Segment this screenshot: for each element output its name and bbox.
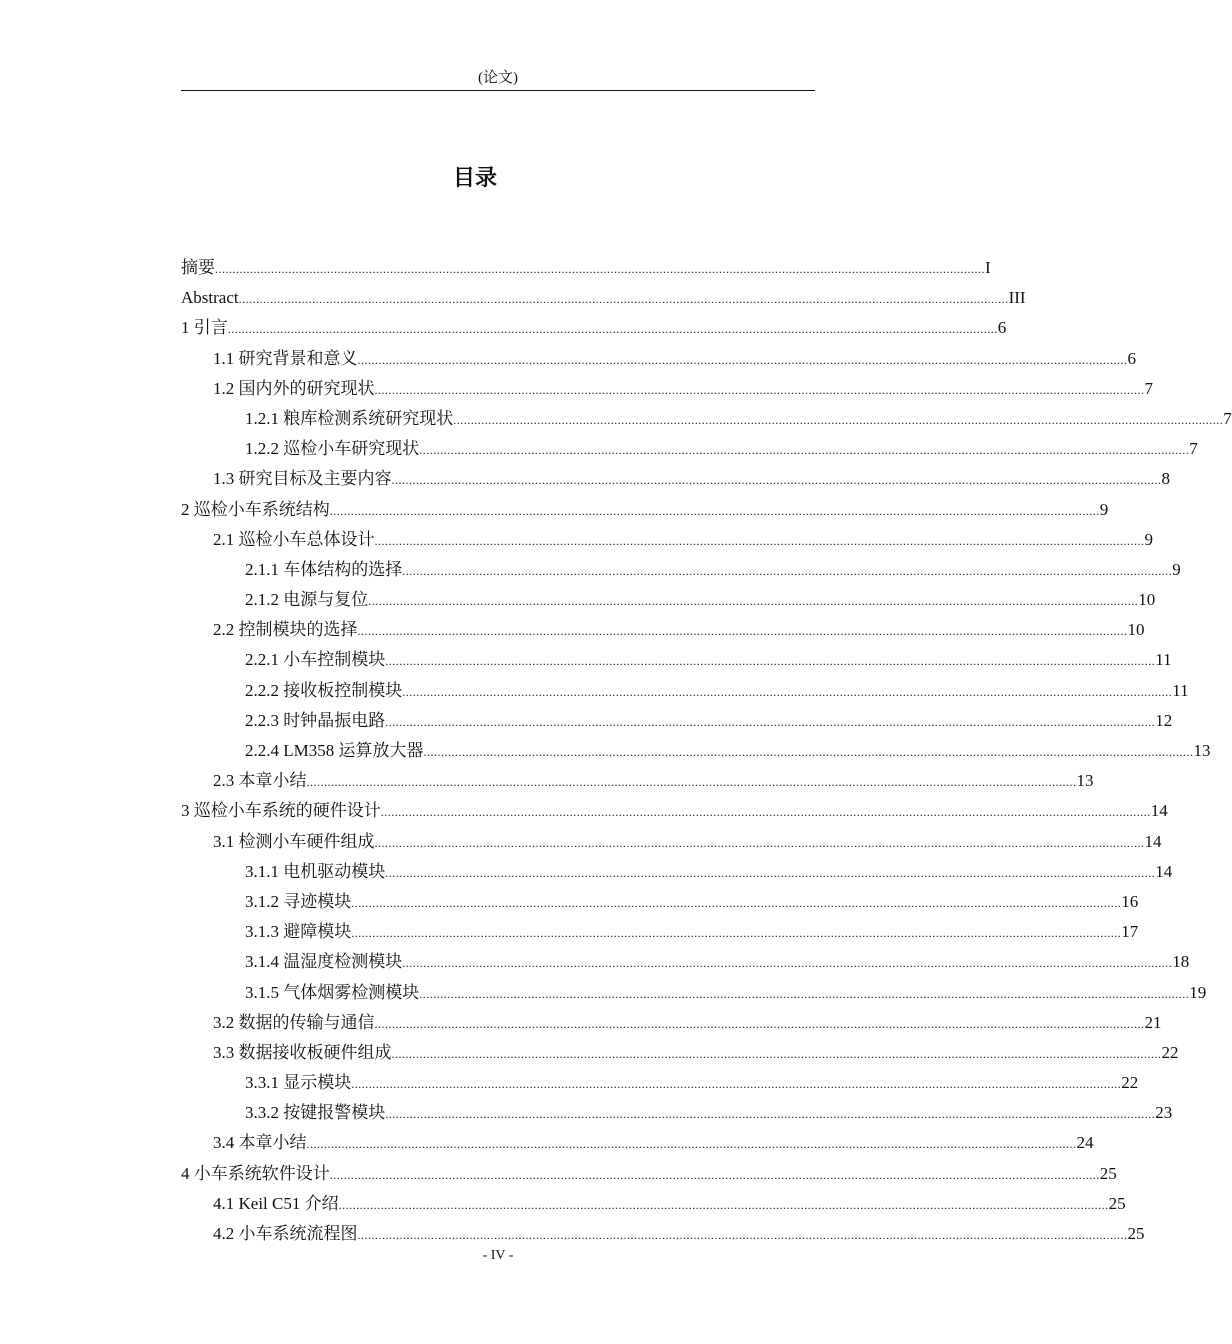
- toc-entry-label: 2.2.1 小车控制模块: [245, 650, 386, 670]
- dot-leader: ............................................................................................................................................................................................................................: [402, 563, 1173, 578]
- toc-entry[interactable]: [181, 434, 1198, 464]
- toc-entry-page: 10: [1127, 620, 1145, 640]
- toc-entry[interactable]: [181, 978, 1207, 1008]
- dot-leader: ............................................................................................................................................................................................................................: [215, 262, 985, 276]
- dot-leader: ............................................................................................................................................................................................................................: [380, 805, 1151, 820]
- dot-leader: ............................................................................................................................................................................................................................: [391, 1046, 1162, 1061]
- toc-entry-page: 7: [1189, 439, 1198, 459]
- toc-entry[interactable]: [181, 495, 1109, 525]
- toc-entry-label: 2.1 巡检小车总体设计: [213, 529, 375, 549]
- toc-entry-label: 4 小车系统软件设计: [181, 1163, 330, 1183]
- toc-entry-page: 6: [997, 318, 1007, 338]
- dot-leader: ............................................................................................................................................................................................................................: [357, 624, 1128, 639]
- toc-entry-label: 2.1.2 电源与复位: [245, 590, 369, 610]
- dot-leader: ............................................................................................................................................................................................................................: [374, 382, 1145, 397]
- toc-entry-label: 1.2.2 巡检小车研究现状: [245, 439, 420, 459]
- toc-entry-page: 17: [1121, 922, 1139, 942]
- dot-leader: ............................................................................................................................................................................................................................: [385, 714, 1156, 729]
- toc-entry-page: 14: [1144, 831, 1162, 851]
- toc-entry[interactable]: [181, 1189, 1126, 1219]
- toc-entry[interactable]: [181, 313, 1007, 343]
- toc-entry-label: 2 巡检小车系统结构: [181, 499, 330, 519]
- toc-entry-page: 11: [1155, 650, 1172, 670]
- toc-entry-label: 4.1 Keil C51 介绍: [213, 1193, 339, 1213]
- header-rule: [181, 90, 815, 91]
- dot-leader: ............................................................................................................................................................................................................................: [357, 1228, 1128, 1242]
- toc-entry-label: 2.3 本章小结: [213, 771, 307, 791]
- dot-leader: ............................................................................................................................................................................................................................: [419, 443, 1190, 458]
- toc-entry-label: 3.1.2 寻迹模块: [245, 891, 352, 911]
- toc-entry-label: 3.1.3 避障模块: [245, 922, 352, 942]
- toc-entry-label: 3.1.4 温湿度检测模块: [245, 952, 403, 972]
- toc-entry-page: 19: [1189, 982, 1207, 1002]
- toc-entry-label: 摘要: [181, 258, 215, 277]
- toc-entry[interactable]: [181, 917, 1139, 947]
- toc-entry[interactable]: [181, 1098, 1173, 1128]
- toc-entry-page: 22: [1121, 1073, 1139, 1093]
- toc-entry-page: 12: [1155, 710, 1173, 730]
- dot-leader: ............................................................................................................................................................................................................................: [368, 594, 1139, 609]
- toc-entry-page: 11: [1172, 680, 1189, 700]
- toc-entry-page: 13: [1076, 771, 1094, 791]
- toc-entry[interactable]: [181, 645, 1172, 675]
- dot-leader: ............................................................................................................................................................................................................................: [374, 533, 1145, 548]
- toc-entry-label: 3.1.5 气体烟雾检测模块: [245, 982, 420, 1002]
- toc-entry-label: 3 巡检小车系统的硬件设计: [181, 801, 381, 821]
- toc-entry[interactable]: [181, 283, 1026, 313]
- toc-entry-page: 7: [1144, 378, 1153, 398]
- toc-entry[interactable]: [181, 374, 1153, 404]
- dot-leader: ............................................................................................................................................................................................................................: [453, 412, 1224, 427]
- toc-entry-page: 23: [1155, 1103, 1173, 1123]
- toc-entry[interactable]: [181, 1128, 1094, 1158]
- toc-entry[interactable]: [181, 585, 1156, 615]
- toc-entry-page: 25: [1108, 1193, 1126, 1213]
- toc-entry-label: Abstract: [181, 288, 239, 308]
- dot-leader: ............................................................................................................................................................................................................................: [385, 654, 1156, 669]
- toc-title: 目录: [452, 166, 497, 191]
- toc-entry-page: 21: [1144, 1012, 1162, 1032]
- dot-leader: ............................................................................................................................................................................................................................: [227, 322, 998, 337]
- toc-entry[interactable]: [181, 887, 1139, 917]
- toc-entry-page: 24: [1076, 1133, 1094, 1153]
- toc-entry[interactable]: [181, 1038, 1179, 1068]
- dot-leader: ............................................................................................................................................................................................................................: [374, 1016, 1145, 1031]
- dot-leader: ............................................................................................................................................................................................................................: [374, 835, 1145, 850]
- toc-entry-label: 2.2 控制模块的选择: [213, 620, 358, 640]
- toc-entry[interactable]: [181, 253, 991, 283]
- table-of-contents: [181, 253, 1232, 1249]
- toc-entry-page: 14: [1155, 861, 1173, 881]
- toc-entry-page: 16: [1121, 891, 1139, 911]
- toc-entry-page: 25: [1127, 1224, 1145, 1243]
- toc-entry-label: 1 引言: [181, 318, 228, 338]
- toc-entry-page: 22: [1161, 1042, 1179, 1062]
- dot-leader: ............................................................................................................................................................................................................................: [402, 956, 1173, 971]
- toc-entry-page: 9: [1144, 529, 1153, 549]
- dot-leader: ............................................................................................................................................................................................................................: [391, 473, 1162, 488]
- toc-entry-page: 9: [1099, 499, 1109, 519]
- toc-entry[interactable]: [181, 525, 1153, 555]
- toc-entry-page: 25: [1099, 1163, 1117, 1183]
- toc-entry-page: 8: [1161, 469, 1170, 489]
- toc-entry-label: 4.2 小车系统流程图: [213, 1224, 358, 1243]
- toc-entry-label: 3.3.2 按键报警模块: [245, 1103, 386, 1123]
- toc-entry-page: 13: [1193, 741, 1211, 760]
- toc-entry-page: 18: [1172, 952, 1190, 972]
- dot-leader: ............................................................................................................................................................................................................................: [329, 503, 1100, 518]
- toc-entry-page: I: [985, 258, 991, 277]
- toc-entry-page: 9: [1172, 559, 1181, 579]
- toc-entry-label: 1.3 研究目标及主要内容: [213, 469, 392, 489]
- dot-leader: ............................................................................................................................................................................................................................: [306, 1137, 1077, 1152]
- toc-entry-label: 3.3 数据接收板硬件组成: [213, 1042, 392, 1062]
- toc-entry[interactable]: [181, 1159, 1117, 1189]
- dot-leader: ............................................................................................................................................................................................................................: [351, 1077, 1122, 1092]
- toc-entry[interactable]: [181, 766, 1094, 796]
- toc-entry[interactable]: [181, 344, 1136, 374]
- toc-entry-label: 3.1 检测小车硬件组成: [213, 831, 375, 851]
- dot-leader: ............................................................................................................................................................................................................................: [357, 352, 1128, 367]
- toc-entry[interactable]: [181, 736, 1211, 766]
- toc-entry-page: 7: [1223, 408, 1232, 428]
- toc-entry-page: 14: [1150, 801, 1168, 821]
- dot-leader: ............................................................................................................................................................................................................................: [385, 1107, 1156, 1122]
- dot-leader: ............................................................................................................................................................................................................................: [423, 745, 1194, 759]
- running-header: (论文): [478, 70, 518, 86]
- toc-entry[interactable]: [181, 464, 1170, 494]
- toc-entry-label: 3.3.1 显示模块: [245, 1073, 352, 1093]
- toc-entry-label: 3.2 数据的传输与通信: [213, 1012, 375, 1032]
- dot-leader: ............................................................................................................................................................................................................................: [402, 684, 1173, 699]
- toc-entry-page: 6: [1127, 348, 1136, 368]
- dot-leader: ............................................................................................................................................................................................................................: [338, 1197, 1109, 1212]
- dot-leader: ............................................................................................................................................................................................................................: [306, 775, 1077, 790]
- toc-entry[interactable]: [181, 615, 1145, 645]
- toc-entry-label: 3.4 本章小结: [213, 1133, 307, 1153]
- toc-entry-label: 3.1.1 电机驱动模块: [245, 861, 386, 881]
- toc-entry[interactable]: [181, 796, 1168, 826]
- toc-entry-page: III: [1008, 288, 1026, 308]
- page-number: - IV -: [482, 1248, 514, 1263]
- toc-entry[interactable]: [181, 555, 1181, 585]
- toc-entry-label: 1.2 国内外的研究现状: [213, 378, 375, 398]
- toc-entry-label: 2.2.2 接收板控制模块: [245, 680, 403, 700]
- dot-leader: ............................................................................................................................................................................................................................: [419, 986, 1190, 1001]
- toc-entry[interactable]: [181, 404, 1232, 434]
- toc-entry-label: 2.1.1 车体结构的选择: [245, 559, 403, 579]
- toc-entry[interactable]: [181, 857, 1173, 887]
- dot-leader: ............................................................................................................................................................................................................................: [329, 1167, 1100, 1182]
- toc-entry-label: 1.1 研究背景和意义: [213, 348, 358, 368]
- toc-entry-label: 2.2.3 时钟晶振电路: [245, 710, 386, 730]
- toc-entry[interactable]: [181, 827, 1162, 857]
- dot-leader: ............................................................................................................................................................................................................................: [351, 926, 1122, 941]
- toc-entry[interactable]: [181, 676, 1189, 706]
- toc-entry-label: 2.2.4 LM358 运算放大器: [245, 741, 424, 760]
- toc-entry[interactable]: [181, 947, 1190, 977]
- toc-entry[interactable]: [181, 1219, 1145, 1249]
- toc-entry-label: 1.2.1 粮库检测系统研究现状: [245, 408, 454, 428]
- toc-entry-page: 10: [1138, 590, 1156, 610]
- toc-entry[interactable]: [181, 706, 1173, 736]
- toc-entry[interactable]: [181, 1068, 1139, 1098]
- toc-entry[interactable]: [181, 1008, 1162, 1038]
- dot-leader: ............................................................................................................................................................................................................................: [238, 292, 1009, 307]
- dot-leader: ............................................................................................................................................................................................................................: [351, 895, 1122, 910]
- dot-leader: ............................................................................................................................................................................................................................: [385, 865, 1156, 880]
